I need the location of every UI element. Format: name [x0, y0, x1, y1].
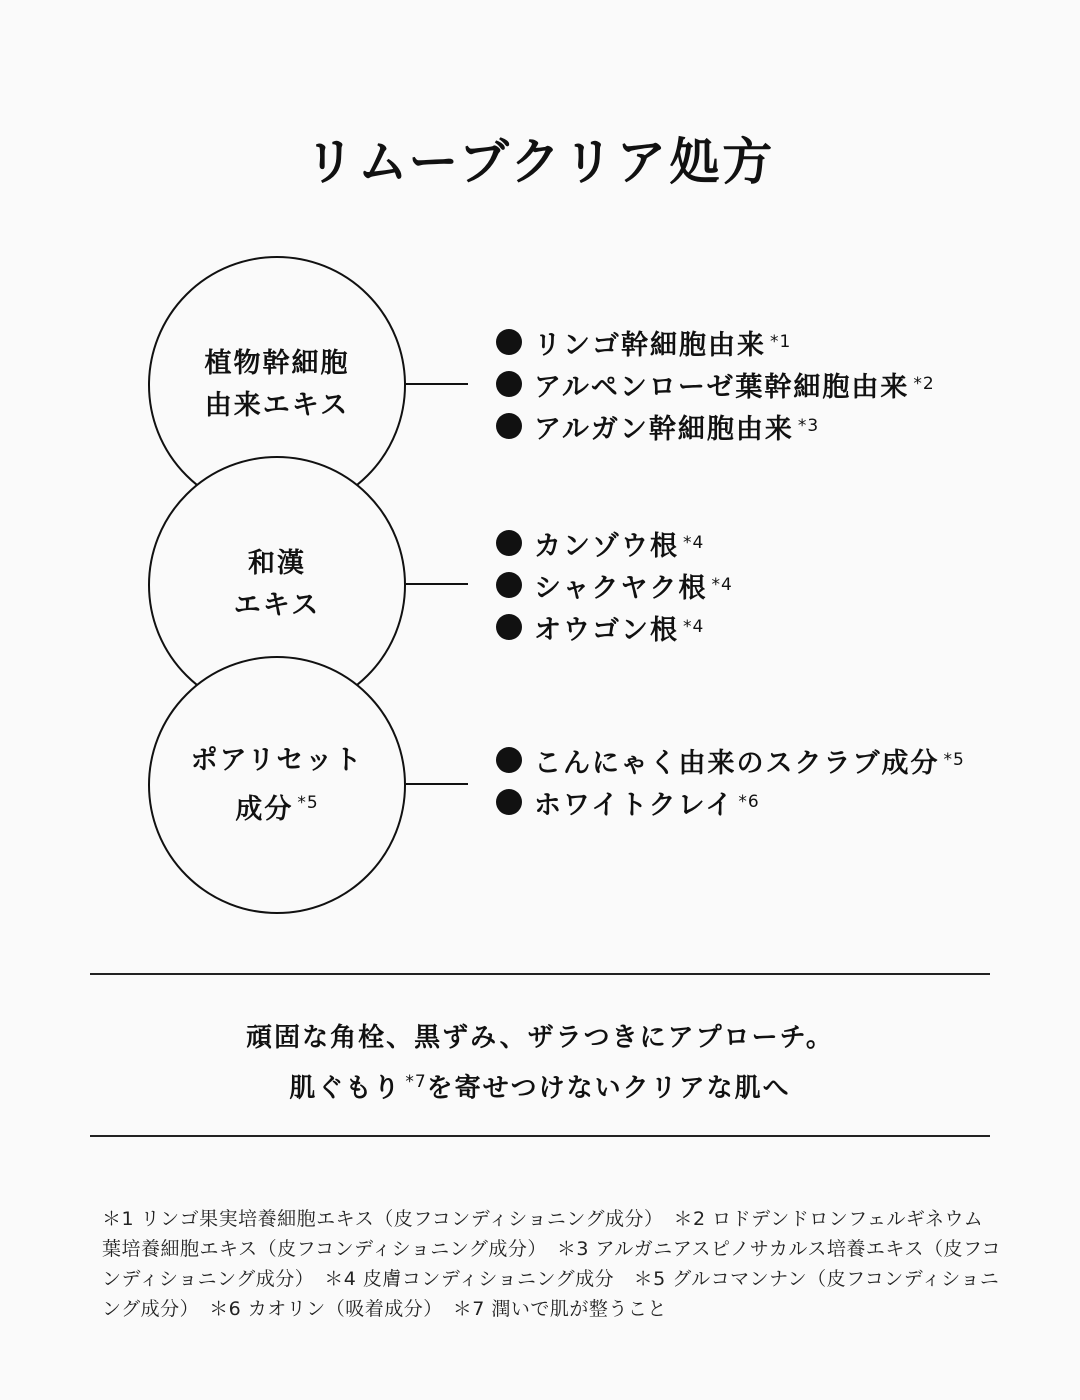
footnote-mark: *3: [797, 416, 820, 436]
footnotes: ＊1 リンゴ果実培養細胞エキス（皮フコンディショニング成分） ＊2 ロドデンドロンフェルギネウム葉培養細胞エキス（皮フコンディショニング成分） ＊3 アルガニアスピノサカルス培養エキス（皮フコンディショニング成分） ＊4 皮膚コンディショニング成分 ＊5 グルコマンナン（皮フコンディショニング成分） ＊6 カオリン（吸着成分） ＊7 潤いで肌が整うこと: [102, 1208, 1002, 1320]
circle-label-line: [235, 782, 318, 831]
ingredient-label: リンゴ幹細胞由来: [534, 329, 766, 361]
bullet-icon: [496, 614, 522, 640]
bullet-icon: [496, 789, 522, 815]
bullet-icon: [496, 572, 522, 598]
ingredient-label: アルペンローゼ葉幹細胞由来: [534, 371, 910, 403]
connector-line: [406, 783, 468, 785]
tagline-line-2: [0, 1060, 1080, 1111]
list-item: [496, 522, 733, 564]
list-item: [496, 739, 965, 781]
list-item: [496, 606, 733, 648]
divider-top: [90, 973, 990, 975]
circle-label-text: 成分: [235, 793, 294, 825]
list-item: [496, 781, 965, 823]
connector-line: [406, 383, 468, 385]
footnote-mark: *2: [913, 374, 935, 394]
footnote-mark: *6: [738, 792, 760, 812]
footnote-mark: *4: [683, 533, 705, 553]
bullet-icon: [496, 371, 522, 397]
tagline: [0, 1016, 1080, 1111]
ingredient-list-stem-cell: [496, 321, 935, 447]
ingredient-label: カンゾウ根: [534, 530, 679, 562]
ingredient-label: こんにゃく由来のスクラブ成分: [534, 747, 940, 779]
bullet-icon: [496, 530, 522, 556]
list-item: [496, 405, 935, 447]
footnote-mark: *1: [770, 332, 792, 352]
tagline-text: を寄せつけないクリアな肌へ: [426, 1073, 791, 1104]
footnote-mark: *7: [405, 1072, 427, 1092]
tagline-line-1: 頑固な角栓、黒ずみ、ザラつきにアプローチ。: [246, 1023, 834, 1053]
list-item: [496, 363, 935, 405]
circle-label-line: 植物幹細胞: [204, 348, 350, 379]
list-item: [496, 321, 935, 363]
footnote-mark: *5: [297, 792, 319, 813]
ingredient-list-pore-reset: [496, 739, 965, 823]
list-item: [496, 564, 733, 606]
circle-label-line: エキス: [233, 590, 321, 621]
page-title: リムーブクリア処方: [304, 133, 776, 191]
circle-label-line: ポアリセット: [190, 744, 364, 776]
bullet-icon: [496, 747, 522, 773]
footnote-mark: *4: [683, 617, 705, 637]
footnote-mark: *5: [943, 750, 965, 770]
divider-bottom: [90, 1135, 990, 1137]
circle-label-line: 和漢: [248, 548, 306, 579]
ingredient-label: オウゴン根: [534, 614, 679, 646]
ingredient-circle-pore-reset: [148, 656, 406, 914]
ingredient-list-wakan: [496, 522, 733, 648]
circle-label-line: 由来エキス: [204, 390, 350, 421]
tagline-text: 肌ぐもり: [289, 1073, 402, 1104]
ingredient-label: ホワイトクレイ: [534, 789, 735, 821]
footnote-mark: *4: [711, 575, 733, 595]
ingredient-label: アルガン幹細胞由来: [534, 413, 794, 445]
bullet-icon: [496, 329, 522, 355]
connector-line: [406, 583, 468, 585]
ingredient-label: シャクヤク根: [534, 572, 708, 604]
bullet-icon: [496, 413, 522, 439]
